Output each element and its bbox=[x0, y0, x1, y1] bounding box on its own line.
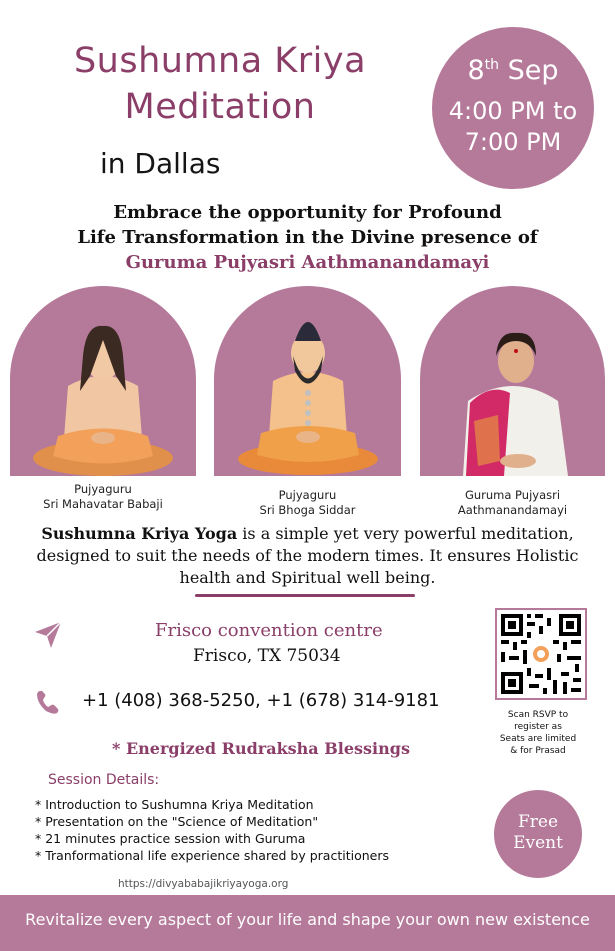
seated-woman-figure-icon bbox=[438, 311, 588, 476]
qr-code-icon bbox=[497, 610, 585, 698]
qr-caption-line: register as bbox=[514, 722, 562, 732]
free-event-badge bbox=[494, 790, 582, 878]
date-suffix: th bbox=[484, 57, 500, 73]
send-arrow-icon bbox=[33, 620, 63, 650]
qr-caption-line: & for Prasad bbox=[510, 746, 566, 756]
session-list bbox=[35, 796, 389, 864]
intro-line-1: Embrace the opportunity for Profound bbox=[113, 202, 502, 223]
session-item: * Presentation on the "Science of Meditation" bbox=[35, 813, 389, 830]
time-end: 7:00 PM bbox=[464, 128, 562, 156]
guru-portrait-bhoga-siddar bbox=[214, 286, 401, 476]
session-title: Session Details: bbox=[48, 772, 160, 788]
meditating-figure-icon bbox=[233, 301, 383, 476]
guru-portrait-guruma bbox=[420, 286, 605, 476]
phone-icon bbox=[35, 689, 61, 715]
intro-line-2: Life Transformation in the Divine presence of bbox=[77, 227, 538, 248]
description-bold: Sushumna Kriya Yoga bbox=[41, 524, 238, 543]
date-day-month bbox=[432, 55, 594, 86]
date-badge bbox=[432, 27, 594, 189]
guru-portrait-babaji bbox=[10, 286, 196, 476]
free-line-1: Free bbox=[517, 812, 559, 832]
guru-name: Sri Mahavatar Babaji bbox=[43, 497, 163, 511]
phone-numbers: +1 (408) 368-5250, +1 (678) 314-9181 bbox=[82, 690, 440, 711]
description bbox=[20, 523, 595, 589]
guru-title: Guruma Pujyasri bbox=[464, 488, 561, 502]
qr-code[interactable] bbox=[495, 608, 587, 700]
meditating-figure-icon bbox=[28, 316, 178, 476]
divider bbox=[195, 594, 415, 597]
website-link[interactable]: https://divyababajikriyayoga.org bbox=[118, 878, 289, 890]
description-rest: is a simple yet very powerful meditation, designed to suit the needs of the modern times. It ensures Holistic health and Spiritual well being. bbox=[36, 524, 579, 587]
guru-name: Sri Bhoga Siddar bbox=[259, 503, 356, 517]
session-item: * 21 minutes practice session with Guruma bbox=[35, 830, 389, 847]
guruma-name: Guruma Pujyasri Aathmanandamayi bbox=[125, 252, 490, 273]
free-line-2: Event bbox=[513, 833, 563, 853]
qr-caption-line: Seats are limited bbox=[499, 734, 577, 744]
session-item: * Tranformational life experience shared by practitioners bbox=[35, 847, 389, 864]
location-text: in Dallas bbox=[100, 147, 221, 180]
guru-caption-guruma bbox=[420, 488, 605, 518]
qr-caption bbox=[488, 709, 588, 757]
intro-text bbox=[0, 200, 615, 250]
venue-name: Frisco convention centre bbox=[155, 620, 383, 641]
title-line-1: Sushumna Kriya bbox=[73, 41, 367, 81]
blessings-text: * Energized Rudraksha Blessings bbox=[112, 739, 410, 758]
event-title bbox=[40, 38, 400, 130]
session-item: * Introduction to Sushumna Kriya Meditation bbox=[35, 796, 389, 813]
date-day: 8 bbox=[467, 55, 485, 86]
footer-banner: Revitalize every aspect of your life and shape your own new existence bbox=[0, 895, 615, 951]
guru-caption-bhoga-siddar bbox=[214, 488, 401, 518]
guru-title: Pujyaguru bbox=[278, 488, 337, 502]
venue-address: Frisco, TX 75034 bbox=[193, 646, 341, 666]
guru-title: Pujyaguru bbox=[74, 482, 132, 496]
qr-caption-line: Scan RSVP to bbox=[507, 710, 569, 720]
guru-name: Aathmanandamayi bbox=[457, 503, 568, 517]
title-line-2: Meditation bbox=[124, 87, 316, 127]
time-start: 4:00 PM to bbox=[448, 97, 578, 125]
guru-caption-babaji bbox=[10, 482, 196, 512]
date-month: Sep bbox=[507, 55, 559, 86]
